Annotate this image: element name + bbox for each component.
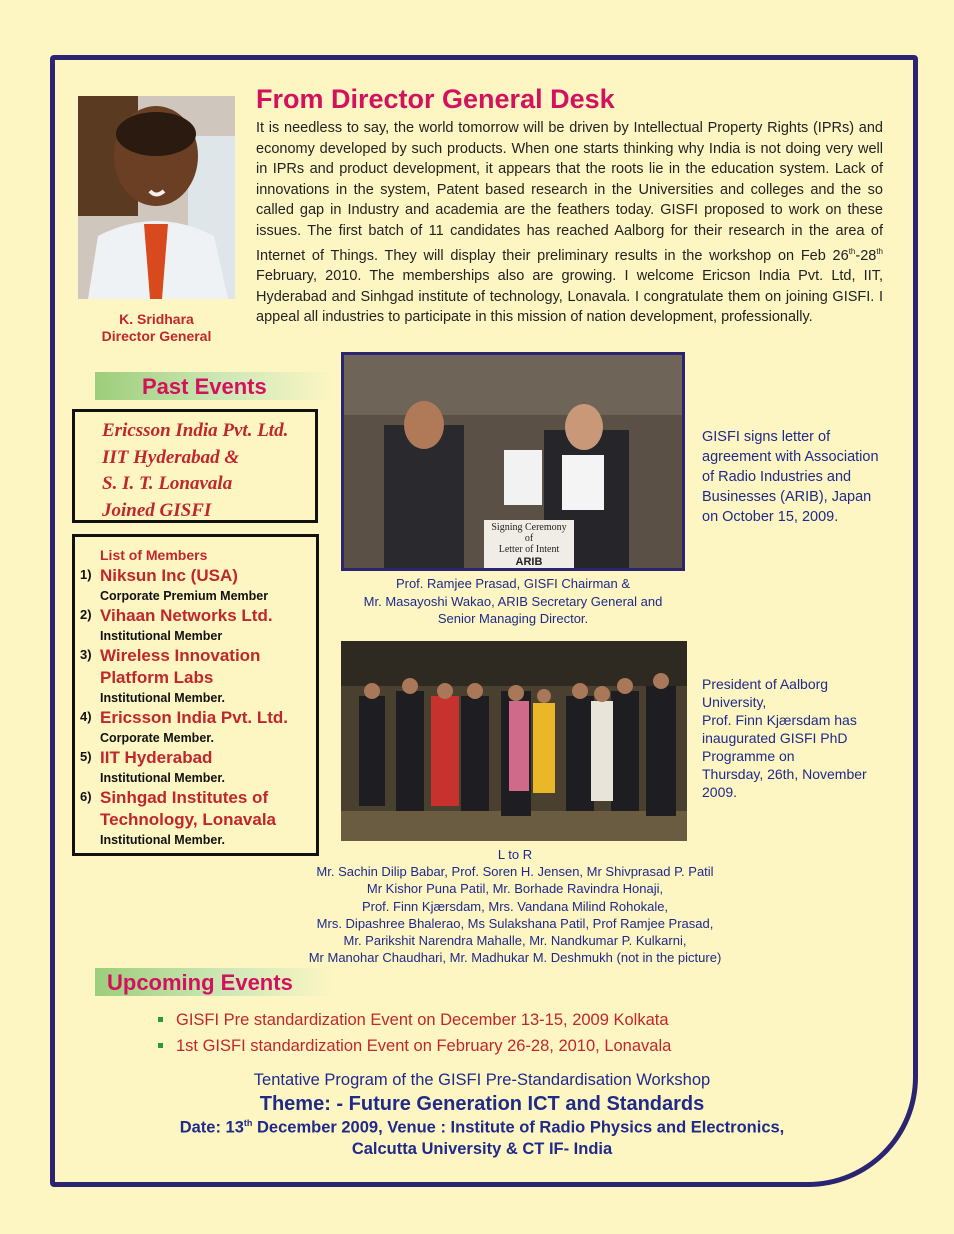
superscript: th [848,246,856,256]
member-name: Niksun Inc (USA) [100,566,238,585]
group-photo [341,641,687,841]
caption-line: Mr Kishor Puna Patil, Mr. Borhade Ravindra Honaji, [366,881,664,897]
sign-line: Letter of Intent [498,544,560,555]
member-number: 2) [80,607,92,622]
member-name: Ericsson India Pvt. Ltd. [100,708,288,727]
director-name: K. Sridhara [119,311,194,327]
member-name: IIT Hyderabad [100,748,213,767]
joined-line: Joined GISFI [102,499,212,521]
arib-agreement-text [702,427,879,527]
member-type: Institutional Member [100,629,223,643]
joined-line: Ericsson India Pvt. Ltd. [102,420,289,441]
joined-gisfi-box [72,409,318,523]
side-line: University, [702,694,767,710]
caption-line: Mr Manohar Chaudhari, Mr. Madhukar M. Deshmukh (not in the picture) [308,950,722,966]
caption-line: Mr. Masayoshi Wakao, ARIB Secretary General and [363,593,663,609]
side-line: President of Aalborg [702,676,829,692]
member-name: Sinhgad Institutes of Technology, Lonavala [100,788,277,829]
caption-line: Prof. Finn Kjærsdam, Mrs. Vandana Milind Rohokale, [361,898,669,914]
side-line: agreement with Association [702,449,879,465]
group-photo-caption [270,846,760,966]
side-line: Thursday, 26th, November [702,766,867,782]
sign-line: Signing Ceremony [491,522,567,533]
side-line: GISFI signs letter of [702,429,831,445]
member-name: Vihaan Networks Ltd. [100,606,273,625]
joined-line: IIT Hyderabad & [102,446,240,468]
member-number: 6) [80,789,92,804]
superscript: th [876,246,883,256]
member-type: Institutional Member. [100,833,226,847]
member-type: Corporate Premium Member [100,589,269,603]
caption-line: L to R [497,847,533,862]
message-part: -28 [855,247,877,264]
director-role: Director General [101,328,212,344]
date-part: Date: 13 [179,1118,244,1137]
member-number: 3) [80,647,92,662]
message-part: It is needless to say, the world tomorrow will be driven by Intellectual Property Rights (IPRs) and economy developed by such products. When one starts thinking why India is not doing very well in IPRs and product development, it appears that the roots lie in the education system. Lack of innovations in the system, Patent based research in the Universities and colleges and the so called gap in Industry and academia are the feathers today. GISFI proposed to work on these issues. The first batch of 11 candidates has reached Aalborg for their research in the area of Internet of Things. They will display their preliminary results in the workshop on Feb 26 [256,120,883,264]
caption-line: Senior Managing Director. [437,611,589,626]
upcoming-events-list [158,1007,671,1059]
caption-line: Mrs. Dipashree Bhalerao, Ms Sulakshana Patil, Prof Ramjee Prasad, [316,915,714,931]
list-item: GISFI Pre standardization Event on December 13-15, 2009 Kolkata [158,1007,671,1033]
caption-line: Mr. Sachin Dilip Babar, Prof. Soren H. Jensen, Mr Shivprasad P. Patil [316,864,714,880]
director-caption [78,311,235,345]
member-type: Corporate Member. [100,731,214,745]
past-events-heading-text: Past Events [142,374,267,399]
side-line: inaugurated GISFI PhD [702,730,848,746]
side-line: Prof. Finn Kjærsdam has [702,712,857,728]
member-name: Wireless Innovation Platform Labs [100,646,261,687]
program-location: Calcutta University & CT IF- India [351,1140,613,1158]
signing-ceremony-photo [341,352,685,571]
venue-part: December 2009, Venue : Institute of Radio Physics and Electronics, [252,1118,785,1137]
member-type: Institutional Member. [100,691,226,705]
arib-logo: ARIB [515,556,543,568]
director-message [256,118,883,328]
member-number: 5) [80,749,92,764]
members-list-title: List of Members [100,547,208,563]
sign-line: of [524,533,534,544]
member-number: 4) [80,709,92,724]
aalborg-programme-text [702,675,902,801]
upcoming-events-heading-text: Upcoming Events [107,970,293,995]
member-number: 1) [80,567,92,582]
superscript: th [243,1118,253,1128]
list-item: 1st GISFI standardization Event on February 26-28, 2010, Lonavala [158,1033,671,1059]
program-date-venue [0,1118,954,1138]
message-part: February, 2010. The memberships also are growing. I welcome Ericson India Pvt. Ltd, IIT, Hyderabad and Sinhgad institute of technology, Lonavala. I congratulate them on joining GISFI. I appeal all industries to participate in this mission of nation development, professionally. [256,267,883,326]
director-desk-title: From Director General Desk [256,84,615,114]
side-line: Businesses (ARIB), Japan [702,489,872,505]
members-list-box [72,534,319,856]
caption-line: Mr. Parikshit Narendra Mahalle, Mr. Nandkumar P. Kulkarni, [343,933,687,949]
member-type: Institutional Member. [100,771,226,785]
director-photo [78,96,235,299]
side-line: 2009. [702,784,738,800]
side-line: Programme on [702,748,795,764]
caption-line: Prof. Ramjee Prasad, GISFI Chairman & [395,576,631,591]
joined-line: S. I. T. Lonavala [102,473,233,494]
side-line: on October 15, 2009. [702,509,839,525]
photo1-caption [341,575,685,628]
program-theme: Theme: - Future Generation ICT and Standards [259,1093,705,1115]
upcoming-events-heading [95,968,335,996]
past-events-heading [95,372,335,400]
program-intro: Tentative Program of the GISFI Pre-Standardisation Workshop [253,1071,711,1089]
side-line: of Radio Industries and [702,469,852,485]
